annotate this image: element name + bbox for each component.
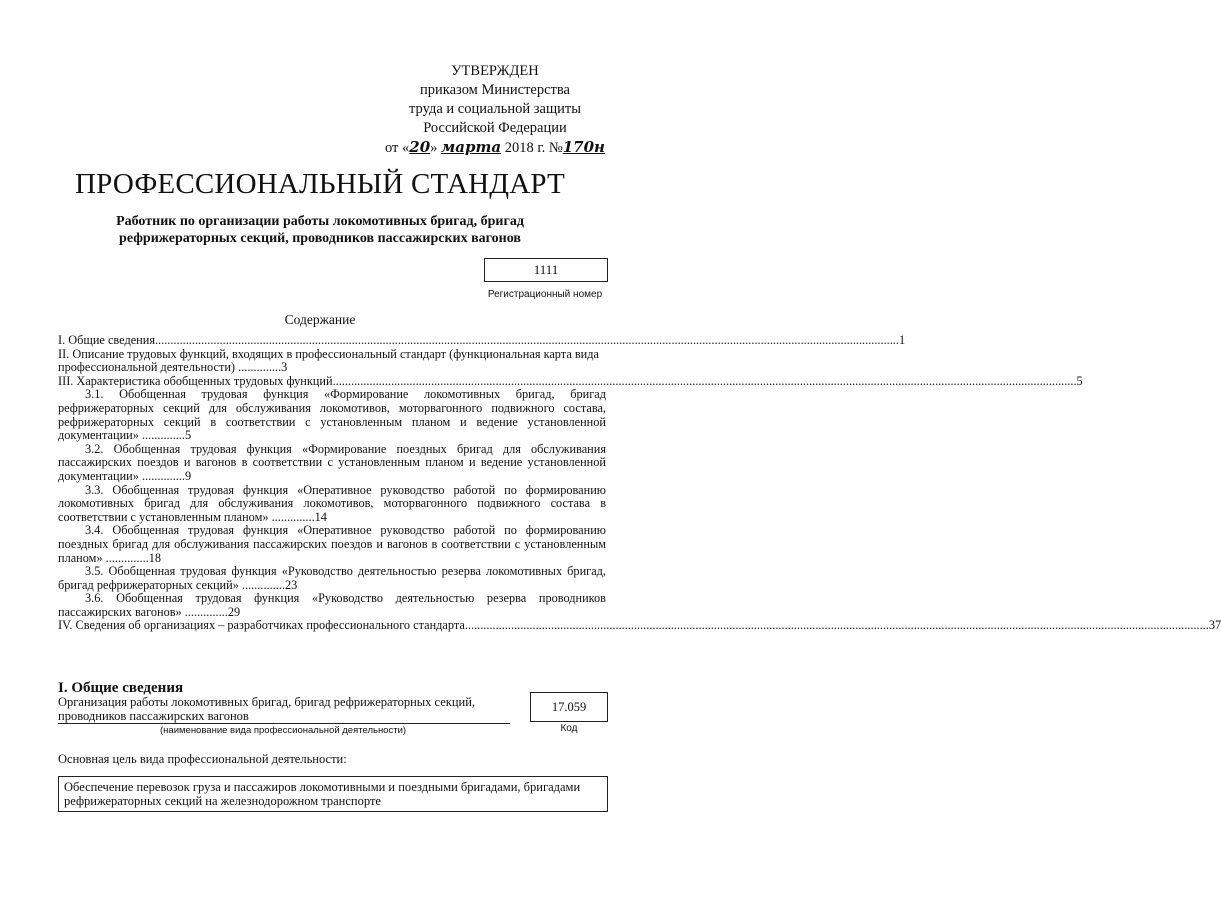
registration-number-label: Регистрационный номер [487,289,603,300]
toc-entry[interactable]: 3.1. Обобщенная трудовая функция «Формирование локомотивных бригад, бригад рефрижераторных секций для обслуживания локомотивов, моторвагонного подвижного состава, рефрижераторных секций в соответствии с установленным планом и ведение установленной документации» ..............5 [58,387,606,443]
goal-text: Обеспечение перевозок груза и пассажиров локомотивными и поездными бригадами, бригадами рефрижераторных секций на железнодорожном транспорте [64,780,581,808]
approval-line: труда и социальной защиты [409,101,581,117]
code-label: Код [560,723,578,734]
registration-number-box: 1111 [484,258,608,282]
toc-entry[interactable]: IV. Сведения об организациях – разработчиках профессионального стандарта .................................................................................................................................................................................................................................................. 37 [58,618,1221,633]
approval-line: приказом Министерства [420,82,570,98]
toc-entry[interactable]: 3.5. Обобщенная трудовая функция «Руководство деятельностью резерва локомотивных бригад, бригад рефрижераторных секций» ..............23 [58,564,606,592]
approval-month: марта [441,138,502,156]
table-of-contents [58,333,1221,633]
goal-label: Основная цель вида профессиональной деятельности: [58,752,347,766]
approval-number: 170н [562,138,605,156]
section-heading: I. Общие сведения [58,680,184,696]
activity-name: Организация работы локомотивных бригад, бригад рефрижераторных секций, проводников пассажирских вагонов [58,695,476,723]
toc-entry[interactable]: 3.4. Обобщенная трудовая функция «Оперативное руководство работой по формированию поездных бригад для обслуживания пассажирских поездов и вагонов в соответствии с установленным планом» ..............18 [58,523,606,565]
approval-block [380,62,610,158]
toc-entry[interactable]: I. Общие сведения .................................................................................................................................................................................................................................................. 1 [58,333,906,347]
standard-name: Работник по организации работы локомотивных бригад, бригад рефрижераторных секций, проводников пассажирских вагонов [116,214,524,246]
page-title: ПРОФЕССИОНАЛЬНЫЙ СТАНДАРТ [75,168,565,200]
approval-line: Российской Федерации [423,120,567,136]
activity-caption: (наименование вида профессиональной деятельности) [160,725,407,736]
toc-entry[interactable]: II. Описание трудовых функций, входящих в профессиональный стандарт (функциональная карта вида профессиональной деятельности) ..............3 [58,346,599,375]
toc-entry[interactable]: 3.6. Обобщенная трудовая функция «Руководство деятельностью резерва проводников пассажирских вагонов» ..............29 [58,591,606,619]
toc-entry[interactable]: 3.3. Обобщенная трудовая функция «Оперативное руководство работой по формированию локомотивных бригад для обслуживания локомотивов, моторвагонного подвижного состава в соответствии с установленным планом» ..............14 [58,482,606,524]
toc-entry[interactable]: 3.2. Обобщенная трудовая функция «Формирование поездных бригад для обслуживания пассажирских поездов и вагонов в соответствии с установленным планом и ведение установленной документации» ..............9 [58,441,606,483]
toc-entry[interactable]: III. Характеристика обобщенных трудовых функций .................................................................................................................................................................................................................................................. 5 [58,373,1083,388]
code-box: 17.059 [530,692,608,722]
approval-title: УТВЕРЖДЕН [451,63,539,79]
toc-heading: Содержание [284,312,356,327]
approval-date: от «20» марта 2018 г. №170н [385,138,605,156]
approval-day: 20 [409,138,431,156]
activity-underline [58,723,510,724]
